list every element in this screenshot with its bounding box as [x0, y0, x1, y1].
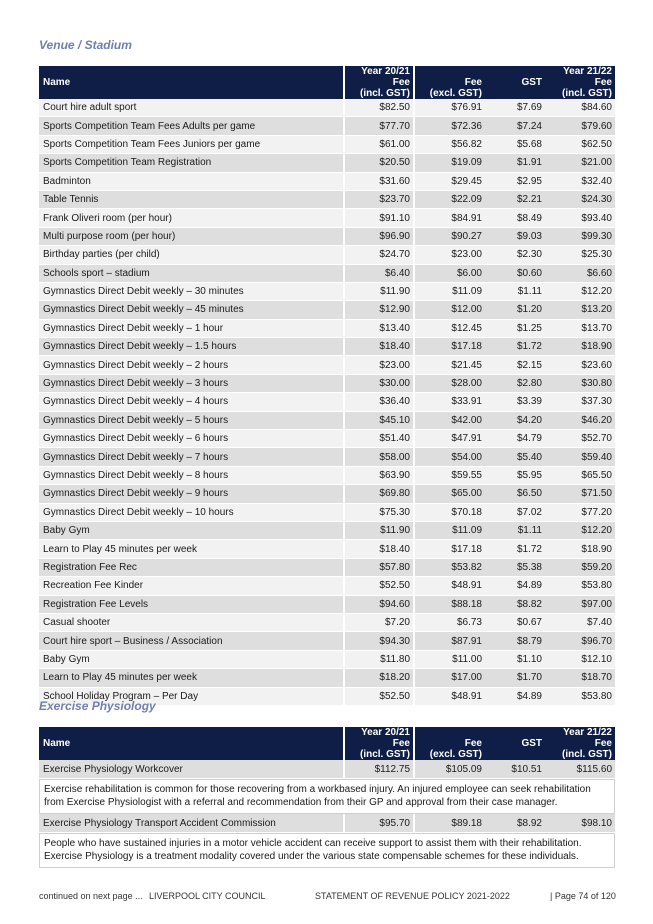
table-row	[39, 669, 615, 687]
gst-2122: $8.92	[485, 814, 545, 833]
gst-2122: $1.11	[485, 522, 545, 540]
fee-name: Registration Fee Levels	[39, 596, 345, 614]
table-row	[39, 485, 615, 503]
fee-excl-2122: $65.00	[415, 485, 485, 503]
table-row	[39, 375, 615, 393]
gst-2122: $8.49	[485, 209, 545, 227]
header-year-2021: Year 20/21	[345, 66, 415, 77]
fee-incl-2021: $23.00	[345, 356, 415, 374]
fee-excl-2122: $11.09	[415, 283, 485, 301]
fee-incl-2021: $94.60	[345, 596, 415, 614]
fee-incl-2021: $7.20	[345, 614, 415, 632]
fee-name: Schools sport – stadium	[39, 265, 345, 283]
fee-name: Gymnastics Direct Debit weekly – 2 hours	[39, 356, 345, 374]
fee-name: Court hire sport – Business / Association	[39, 632, 345, 650]
table-row	[39, 448, 615, 466]
table-row	[39, 301, 615, 319]
fee-incl-2122: $59.20	[545, 559, 615, 577]
fee-incl-2021: $63.90	[345, 467, 415, 485]
fee-incl-2021: $18.40	[345, 338, 415, 356]
fee-incl-2122: $53.80	[545, 577, 615, 595]
gst-2122: $7.02	[485, 504, 545, 522]
fee-incl-2021: $82.50	[345, 99, 415, 117]
fee-excl-2122: $33.91	[415, 393, 485, 411]
fee-name: Gymnastics Direct Debit weekly – 8 hours	[39, 467, 345, 485]
table-row	[39, 760, 615, 779]
fee-incl-2122: $59.40	[545, 448, 615, 466]
fee-excl-2122: $17.18	[415, 338, 485, 356]
fee-name: Badminton	[39, 173, 345, 191]
gst-2122: $1.91	[485, 154, 545, 172]
fee-excl-2122: $87.91	[415, 632, 485, 650]
fee-incl-2021: $52.50	[345, 688, 415, 706]
table-row	[39, 596, 615, 614]
table-row	[39, 522, 615, 540]
gst-2122: $3.39	[485, 393, 545, 411]
gst-2122: $2.30	[485, 246, 545, 264]
header-year-2122: Year 21/22	[415, 727, 615, 738]
fee-name: Gymnastics Direct Debit weekly – 3 hours	[39, 375, 345, 393]
fee-name: Recreation Fee Kinder	[39, 577, 345, 595]
exercise-fees-table	[39, 727, 615, 868]
fee-name: Exercise Physiology Transport Accident Commission	[39, 814, 345, 833]
fee-excl-2122: $76.91	[415, 99, 485, 117]
fee-name: Table Tennis	[39, 191, 345, 209]
gst-2122: $5.38	[485, 559, 545, 577]
fee-excl-2122: $72.36	[415, 117, 485, 135]
exercise-section-title: Exercise Physiology	[39, 699, 156, 713]
fee-excl-2122: $42.00	[415, 412, 485, 430]
fee-incl-2122: $46.20	[545, 412, 615, 430]
fee-name: Gymnastics Direct Debit weekly – 9 hours	[39, 485, 345, 503]
table-row	[39, 265, 615, 283]
fee-excl-2122: $28.00	[415, 375, 485, 393]
fee-incl-2122: $65.50	[545, 467, 615, 485]
header-gst: GST	[485, 77, 545, 99]
table-row	[39, 154, 615, 172]
fee-name: Gymnastics Direct Debit weekly – 10 hours	[39, 504, 345, 522]
table-row	[39, 99, 615, 117]
gst-2122: $2.80	[485, 375, 545, 393]
fee-incl-2122: $62.50	[545, 136, 615, 154]
gst-2122: $1.20	[485, 301, 545, 319]
fee-excl-2122: $29.45	[415, 173, 485, 191]
fee-incl-2122: $96.70	[545, 632, 615, 650]
table-row	[39, 320, 615, 338]
table-row	[39, 504, 615, 522]
gst-2122: $1.11	[485, 283, 545, 301]
fee-excl-2122: $21.45	[415, 356, 485, 374]
fee-incl-2021: $94.30	[345, 632, 415, 650]
fee-incl-2122: $18.70	[545, 669, 615, 687]
fee-description: People who have sustained injuries in a motor vehicle accident can receive support to assist them with their rehabilitation. Exercise Physiology is a treatment modality covered under the various state compensable schemes for these individuals.	[39, 833, 615, 868]
fee-incl-2021: $52.50	[345, 577, 415, 595]
fee-name: Frank Oliveri room (per hour)	[39, 209, 345, 227]
fee-excl-2122: $6.00	[415, 265, 485, 283]
fee-incl-2021: $57.80	[345, 559, 415, 577]
fee-incl-2122: $24.30	[545, 191, 615, 209]
fee-excl-2122: $11.09	[415, 522, 485, 540]
fee-name: Multi purpose room (per hour)	[39, 228, 345, 246]
fee-incl-2122: $97.00	[545, 596, 615, 614]
table-row	[39, 117, 615, 135]
fee-incl-2122: $23.60	[545, 356, 615, 374]
gst-2122: $8.79	[485, 632, 545, 650]
table-row	[39, 467, 615, 485]
fee-name: Gymnastics Direct Debit weekly – 1.5 hours	[39, 338, 345, 356]
fee-excl-2122: $90.27	[415, 228, 485, 246]
gst-2122: $5.68	[485, 136, 545, 154]
fee-name: Birthday parties (per child)	[39, 246, 345, 264]
fee-incl-2021: $30.00	[345, 375, 415, 393]
gst-2122: $1.25	[485, 320, 545, 338]
fee-name: Gymnastics Direct Debit weekly – 30 minutes	[39, 283, 345, 301]
fee-excl-2122: $23.00	[415, 246, 485, 264]
venue-section-title: Venue / Stadium	[39, 38, 132, 52]
fee-incl-2122: $18.90	[545, 540, 615, 558]
gst-2122: $1.70	[485, 669, 545, 687]
table-row	[39, 540, 615, 558]
gst-2122: $0.60	[485, 265, 545, 283]
gst-2122: $10.51	[485, 760, 545, 779]
table-row	[39, 577, 615, 595]
fee-incl-2021: $51.40	[345, 430, 415, 448]
fee-excl-2122: $6.73	[415, 614, 485, 632]
fee-name: Casual shooter	[39, 614, 345, 632]
fee-incl-2122: $98.10	[545, 814, 615, 833]
fee-incl-2122: $77.20	[545, 504, 615, 522]
fee-incl-2122: $115.60	[545, 760, 615, 779]
venue-fees-table	[39, 66, 615, 706]
header-name: Name	[39, 66, 345, 99]
table-row	[39, 191, 615, 209]
fee-name: Sports Competition Team Fees Adults per game	[39, 117, 345, 135]
fee-excl-2122: $47.91	[415, 430, 485, 448]
gst-2122: $2.95	[485, 173, 545, 191]
fee-excl-2122: $84.91	[415, 209, 485, 227]
fee-description: Exercise rehabilitation is common for those recovering from a workbased injury. An injured employee can seek rehabilitation from Exercise Physiologist with a referral and recommendation from their GP and approval from their case manager.	[39, 779, 615, 814]
fee-excl-2122: $88.18	[415, 596, 485, 614]
fee-excl-2122: $17.00	[415, 669, 485, 687]
fee-incl-2122: $6.60	[545, 265, 615, 283]
fee-excl-2122: $12.00	[415, 301, 485, 319]
gst-2122: $8.82	[485, 596, 545, 614]
header-fee-incl-2122: Fee (incl. GST)	[545, 738, 615, 760]
fee-incl-2122: $53.80	[545, 688, 615, 706]
fee-incl-2122: $7.40	[545, 614, 615, 632]
gst-2122: $5.95	[485, 467, 545, 485]
header-fee-incl-2021: Fee (incl. GST)	[345, 738, 415, 760]
table-row	[39, 559, 615, 577]
fee-incl-2122: $18.90	[545, 338, 615, 356]
fee-incl-2122: $12.20	[545, 522, 615, 540]
header-fee-excl: Fee (excl. GST)	[415, 738, 485, 760]
fee-name: Baby Gym	[39, 651, 345, 669]
header-name: Name	[39, 727, 345, 760]
fee-incl-2021: $36.40	[345, 393, 415, 411]
header-fee-incl-2021: Fee (incl. GST)	[345, 77, 415, 99]
table-row	[39, 814, 615, 833]
table-row	[39, 651, 615, 669]
table-row	[39, 246, 615, 264]
fee-name: School Holiday Program – Per Day	[39, 688, 345, 706]
table-row	[39, 412, 615, 430]
fee-name: Baby Gym	[39, 522, 345, 540]
fee-incl-2021: $61.00	[345, 136, 415, 154]
fee-incl-2021: $13.40	[345, 320, 415, 338]
fee-name: Gymnastics Direct Debit weekly – 5 hours	[39, 412, 345, 430]
fee-incl-2021: $75.30	[345, 504, 415, 522]
fee-incl-2122: $13.70	[545, 320, 615, 338]
table-row	[39, 228, 615, 246]
fee-name: Sports Competition Team Fees Juniors per game	[39, 136, 345, 154]
table-row	[39, 209, 615, 227]
fee-incl-2021: $91.10	[345, 209, 415, 227]
gst-2122: $1.10	[485, 651, 545, 669]
fee-incl-2122: $21.00	[545, 154, 615, 172]
fee-excl-2122: $89.18	[415, 814, 485, 833]
table-row	[39, 338, 615, 356]
table-row	[39, 632, 615, 650]
fee-incl-2122: $84.60	[545, 99, 615, 117]
fee-excl-2122: $53.82	[415, 559, 485, 577]
fee-name: Gymnastics Direct Debit weekly – 4 hours	[39, 393, 345, 411]
fee-incl-2021: $11.90	[345, 283, 415, 301]
fee-excl-2122: $11.00	[415, 651, 485, 669]
table-row	[39, 173, 615, 191]
description-row	[39, 779, 615, 814]
fee-name: Exercise Physiology Workcover	[39, 760, 345, 779]
footer-council: LIVERPOOL CITY COUNCIL	[149, 891, 266, 901]
fee-incl-2021: $77.70	[345, 117, 415, 135]
fee-excl-2122: $105.09	[415, 760, 485, 779]
table-row	[39, 430, 615, 448]
gst-2122: $0.67	[485, 614, 545, 632]
fee-excl-2122: $19.09	[415, 154, 485, 172]
gst-2122: $2.21	[485, 191, 545, 209]
table-row	[39, 136, 615, 154]
gst-2122: $1.72	[485, 540, 545, 558]
gst-2122: $2.15	[485, 356, 545, 374]
table-row	[39, 283, 615, 301]
gst-2122: $1.72	[485, 338, 545, 356]
fee-incl-2122: $93.40	[545, 209, 615, 227]
fee-incl-2122: $52.70	[545, 430, 615, 448]
header-gst: GST	[485, 738, 545, 760]
fee-incl-2122: $71.50	[545, 485, 615, 503]
fee-name: Learn to Play 45 minutes per week	[39, 669, 345, 687]
gst-2122: $4.89	[485, 577, 545, 595]
fee-incl-2122: $32.40	[545, 173, 615, 191]
description-row	[39, 833, 615, 868]
fee-name: Court hire adult sport	[39, 99, 345, 117]
fee-name: Gymnastics Direct Debit weekly – 45 minutes	[39, 301, 345, 319]
gst-2122: $4.89	[485, 688, 545, 706]
fee-incl-2021: $11.80	[345, 651, 415, 669]
fee-excl-2122: $12.45	[415, 320, 485, 338]
fee-incl-2021: $45.10	[345, 412, 415, 430]
fee-incl-2122: $13.20	[545, 301, 615, 319]
fee-incl-2021: $12.90	[345, 301, 415, 319]
fee-incl-2021: $95.70	[345, 814, 415, 833]
gst-2122: $6.50	[485, 485, 545, 503]
fee-incl-2122: $12.20	[545, 283, 615, 301]
gst-2122: $5.40	[485, 448, 545, 466]
fee-excl-2122: $70.18	[415, 504, 485, 522]
fee-name: Gymnastics Direct Debit weekly – 6 hours	[39, 430, 345, 448]
header-fee-incl-2122: Fee (incl. GST)	[545, 77, 615, 99]
gst-2122: $7.24	[485, 117, 545, 135]
fee-excl-2122: $48.91	[415, 577, 485, 595]
fee-incl-2122: $30.80	[545, 375, 615, 393]
header-year-2122: Year 21/22	[415, 66, 615, 77]
fee-incl-2021: $58.00	[345, 448, 415, 466]
fee-incl-2021: $11.90	[345, 522, 415, 540]
fee-incl-2021: $6.40	[345, 265, 415, 283]
fee-incl-2021: $96.90	[345, 228, 415, 246]
header-year-2021: Year 20/21	[345, 727, 415, 738]
footer-document: STATEMENT OF REVENUE POLICY 2021-2022	[315, 891, 510, 901]
fee-incl-2122: $99.30	[545, 228, 615, 246]
footer-page-number: | Page 74 of 120	[550, 891, 616, 901]
footer-continued: continued on next page ...	[39, 891, 143, 901]
gst-2122: $7.69	[485, 99, 545, 117]
fee-incl-2122: $37.30	[545, 393, 615, 411]
fee-incl-2021: $20.50	[345, 154, 415, 172]
gst-2122: $4.79	[485, 430, 545, 448]
fee-incl-2021: $24.70	[345, 246, 415, 264]
table-row	[39, 356, 615, 374]
fee-incl-2122: $12.10	[545, 651, 615, 669]
fee-incl-2021: $112.75	[345, 760, 415, 779]
table-row	[39, 393, 615, 411]
fee-incl-2021: $18.40	[345, 540, 415, 558]
fee-excl-2122: $17.18	[415, 540, 485, 558]
fee-name: Gymnastics Direct Debit weekly – 1 hour	[39, 320, 345, 338]
fee-incl-2021: $18.20	[345, 669, 415, 687]
fee-excl-2122: $48.91	[415, 688, 485, 706]
fee-excl-2122: $54.00	[415, 448, 485, 466]
fee-name: Learn to Play 45 minutes per week	[39, 540, 345, 558]
table-row	[39, 614, 615, 632]
fee-name: Gymnastics Direct Debit weekly – 7 hours	[39, 448, 345, 466]
fee-incl-2122: $79.60	[545, 117, 615, 135]
fee-name: Sports Competition Team Registration	[39, 154, 345, 172]
fee-excl-2122: $22.09	[415, 191, 485, 209]
fee-excl-2122: $59.55	[415, 467, 485, 485]
gst-2122: $4.20	[485, 412, 545, 430]
gst-2122: $9.03	[485, 228, 545, 246]
fee-incl-2021: $69.80	[345, 485, 415, 503]
fee-incl-2021: $23.70	[345, 191, 415, 209]
fee-name: Registration Fee Rec	[39, 559, 345, 577]
fee-incl-2021: $31.60	[345, 173, 415, 191]
header-fee-excl: Fee (excl. GST)	[415, 77, 485, 99]
fee-excl-2122: $56.82	[415, 136, 485, 154]
fee-incl-2122: $25.30	[545, 246, 615, 264]
